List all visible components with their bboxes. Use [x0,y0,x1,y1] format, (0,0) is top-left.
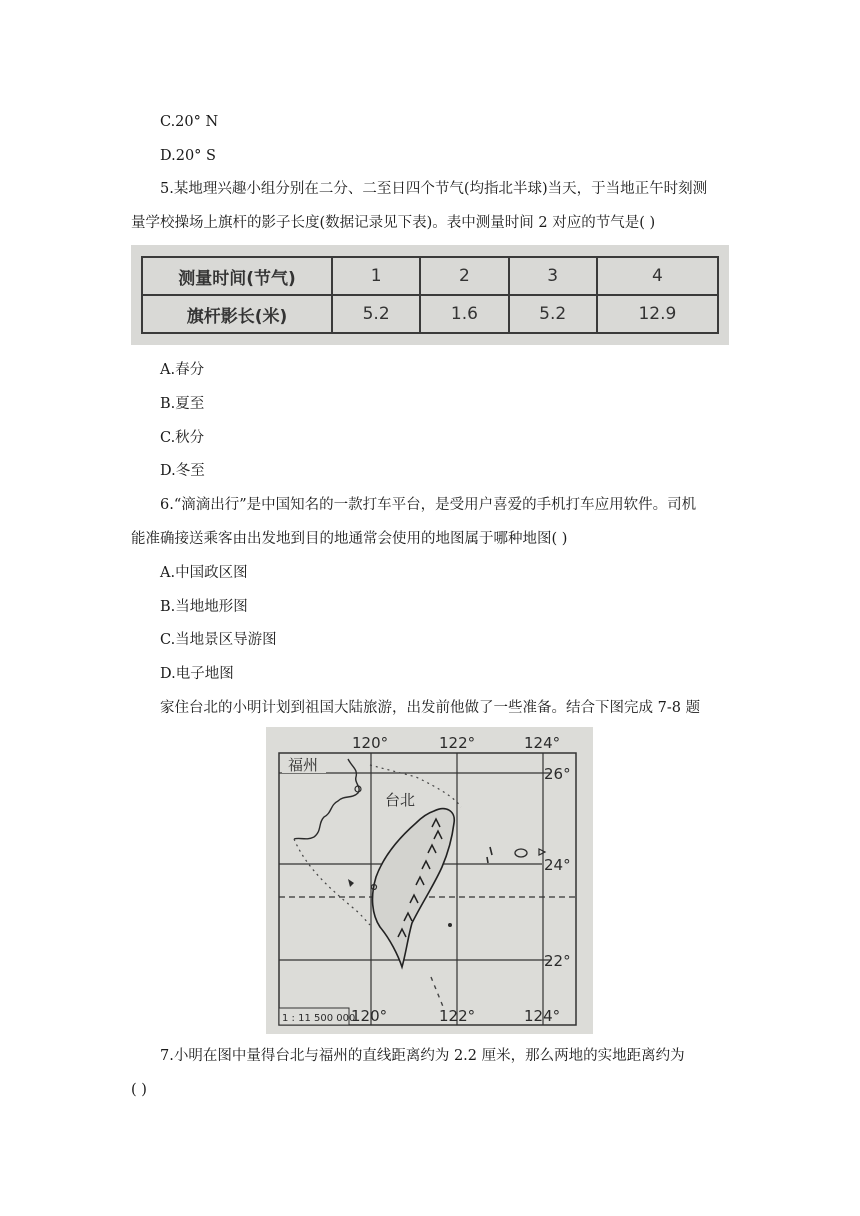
sea-boundary-west [294,839,370,925]
table-header-measure-time: 测量时间(节气) [142,257,332,295]
q7-stem-line1: 7.小明在图中量得台北与福州的直线距离约为 2.2 厘米，那么两地的实地距离约为 [160,1048,685,1064]
shadow-length-table [141,256,719,334]
q4-option-c: C.20° N [160,114,219,130]
table-value-2: 1.6 [420,295,508,333]
q6-stem-line1: 6.“滴滴出行”是中国知名的一款打车平台，是受用户喜爱的手机打车应用软件。司机 [160,497,697,513]
table-value-3: 5.2 [509,295,597,333]
islet-marks [487,847,492,863]
table-col-4: 4 [597,257,718,295]
lon-bottom-122: 122° [439,1007,476,1025]
q7-8-intro: 家住台北的小明计划到祖国大陆旅游，出发前他做了一些准备。结合下图完成 7-8 题 [160,700,701,716]
q5-option-a: A.春分 [160,362,205,378]
lat-26: 26° [544,765,571,783]
q6-option-c: C.当地景区导游图 [160,632,277,648]
q5-stem-line2: 量学校操场上旗杆的影子长度(数据记录见下表)。表中测量时间 2 对应的节气是( ) [131,215,656,231]
q5-option-b: B.夏至 [160,396,205,412]
lon-top-122: 122° [439,734,476,752]
islet-triangle [539,849,545,855]
sea-boundary-south [431,977,444,1009]
islet-east [515,849,527,857]
lon-top-124: 124° [524,734,561,752]
q5-stem-line1: 5.某地理兴趣小组分别在二分、二至日四个节气(均指北半球)当天，于当地正午时刻测 [160,181,708,197]
table-value-1: 5.2 [332,295,420,333]
lon-bottom-120: 120° [351,1007,388,1025]
lon-top-120: 120° [352,734,389,752]
lat-24: 24° [544,856,571,874]
table-col-2: 2 [420,257,508,295]
map-scale: 1 : 11 500 000 [282,1013,356,1024]
taiwan-island [373,809,455,967]
q5-option-c: C.秋分 [160,430,205,446]
table-col-1: 1 [332,257,420,295]
table-header-shadow-length: 旗杆影长(米) [142,295,332,333]
q5-option-d: D.冬至 [160,463,205,479]
taiwan-map [266,727,593,1034]
place-fuzhou: 福州 [288,756,319,774]
q4-option-d: D.20° S [160,148,216,164]
table-row [142,295,718,333]
q6-option-b: B.当地地形图 [160,599,248,615]
shadow-length-table-image [131,245,729,345]
table-row [142,257,718,295]
q6-option-d: D.电子地图 [160,666,234,682]
q6-stem-line2: 能准确接送乘客由出发地到目的地通常会使用的地图属于哪种地图( ) [131,531,568,547]
place-taipei: 台北 [385,791,416,809]
table-value-4: 12.9 [597,295,718,333]
q6-option-a: A.中国政区图 [160,565,248,581]
island-dot [448,923,452,927]
q7-stem-line2: ( ) [131,1082,147,1098]
lon-bottom-124: 124° [524,1007,561,1025]
taiwan-map-image [266,727,593,1034]
sea-boundary-north [370,765,461,807]
penghu-islands [348,879,354,887]
lat-22: 22° [544,952,571,970]
table-col-3: 3 [509,257,597,295]
